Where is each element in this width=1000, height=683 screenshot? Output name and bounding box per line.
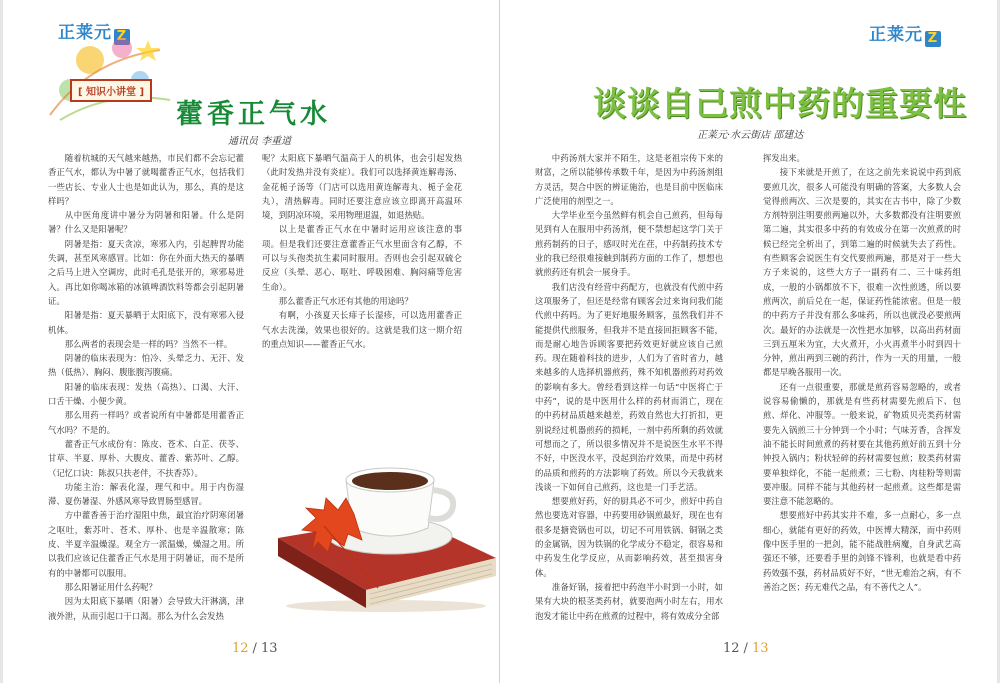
coffee-book-illustration-icon [258, 418, 504, 614]
paragraph: 以上是藿香正气水在中暑时运用应该注意的事项。但是我们还要注意藿香正气水里面含有乙醇，不可以与头孢类抗生素同时服用。否则也会引起双硫仑反应（头晕、恶心、呕吐、呼吸困难、胸闷痛等危害生命）。 [262, 224, 462, 292]
brand-name: 正莱元 [58, 23, 112, 43]
page-right-number: 13 [751, 641, 769, 656]
page-separator: / [252, 641, 257, 656]
paragraph: 方中藿香善于治疗湿阻中焦，最宜治疗阴寒闭暑之呕吐，紫苏叶、苍术、厚朴、也是辛温散寒；陈皮、半夏辛温燥湿。观全方一派温燥，燥湿之用。所以我们应该记住藿香正气水是用于阴暑证，而不是所有的中暑都可以服用。 [48, 510, 244, 578]
paragraph: 我们店没有经营中药配方，也就没有代煎中药这项服务了，但还是经常有顾客会过来询问我们能代煎中药吗。为了更好地服务顾客，虽然我们并不能提供代煎服务，但我并不是直接回拒顾客不能，而是耐心地告诉顾客要把药效更好就应该自己煎药。现在随着科技的进步，人们为了省时省力，越来越多的人选择机器煎药，殊不知机器煎药对药效的影响有多大。曾经看到这样一句话“中医将亡于中药”，说的是中医用什么样的药材而消亡，现在的中药材品质越来越差，药效自然也大打折扣，更别说经过机器煎药的损耗，一剂中药所剩的药效就可想而之了，所以很多情况并不是说医生水平不得不好，中医没水平，没起到治疗效果，而是中药材的品质和煎药的方法影响了药效。所以今天我就来浅谈一下如何自己煎药，这也是一门手艺活。 [535, 281, 723, 492]
paragraph: 从中医角度讲中暑分为阴暑和阳暑。什么是阴暑？什么又是阳暑呢？ [48, 210, 244, 235]
paragraph: 有啊，小孩夏天长痱子长湿疹，可以选用藿香正气水去洗澡，效果也很好的。这就是我们这一期介绍的重点知识——藿香正气水。 [262, 310, 462, 349]
article-byline: 通讯员 李重道 [228, 136, 292, 147]
right-page [501, 0, 1000, 683]
paragraph: 想要煎好中药其实并不难，多一点耐心，多一点细心，就能有更好的药效，中医博大精深，而中药则像中医手里的一把剑，能不能战胜病魔，自身武艺高强还不够，还要看手里的剑锋不锋利，也就是看中药药效强不强，药材品质好不好，“世无难治之病，有不善治之医；药无难代之品，有不善代之人”。 [763, 510, 961, 592]
page-number [723, 641, 768, 656]
page-edge-left [0, 0, 3, 683]
brand-name: 正莱元 [869, 25, 923, 45]
paragraph: 阴暑是指：夏天贪凉，寒邪入内，引起脾胃功能失调，甚至风寒感冒。比如：你在外面大热天的暴晒之后马上进入空调房，此时毛孔是张开的，寒邪易进入。再比如你喝冰箱的冰镇啤酒饮料等都会引起阴暑证。 [48, 238, 244, 306]
article-column-1 [48, 151, 244, 623]
brand-mark-icon: Z [114, 29, 130, 45]
paragraph: 阴暑的临床表现为：怕冷、头晕乏力、无汗、发热（低热）、胸闷、腹胀腹泻腹痛。 [48, 353, 244, 378]
paragraph: 藿香正气水成份有：陈皮、苍术、白芷、茯苓、甘草、半夏、厚朴、大腹皮、藿香、紫苏叶、乙醇。（记忆口诀：陈叔只扶老伴，不扶香苏）。 [48, 438, 244, 478]
paragraph: 随着杭城的天气越来越热，市民们都不会忘记藿香正气水，都认为中暑了就喝藿香正气水，包括我们一些店长、专业人士也是如此认为，那么，真的是这样吗？ [48, 153, 244, 206]
paragraph: 因为太阳底下暴晒（阳暑）会导致大汗淋漓，津液外泄，从而引起口干口渴。那么为什么会发热 [48, 596, 244, 621]
article-column-2 [763, 151, 961, 594]
section-label: [ 知识小讲堂 ] [70, 79, 152, 102]
paragraph: 那么阳暑证用什么药呢？ [64, 581, 157, 592]
page-total: 13 [260, 641, 278, 656]
paragraph: 那么用药一样吗？或者说所有中暑都是用藿香正气水吗？不是的。 [48, 410, 244, 435]
paragraph: 那么两者的表现会是一样的吗？当然不一样。 [64, 338, 233, 349]
brand-mark-icon: Z [925, 31, 941, 47]
page-left-number: 12 [723, 641, 740, 656]
paragraph: 那么藿香正气水还有其他的用途吗？ [278, 295, 413, 306]
article-title: 藿香正气水 [176, 99, 331, 130]
article-title: 谈谈自己煎中药的重要性 [593, 84, 967, 123]
paragraph: 阳暑是指：夏天暴晒于太阳底下，没有寒邪入侵机体。 [48, 310, 244, 335]
paragraph: 中药汤剂大家并不陌生，这是老祖宗传下来的财富，之所以能够传承数千年，是因为中药汤剂组方灵活，契合中医的辨证施治，也是目前中医临床广泛使用的剂型之一。 [535, 153, 723, 206]
paragraph: 挥发出来。 [763, 153, 805, 163]
brand-logo [869, 20, 941, 47]
page-number [232, 641, 277, 656]
page-current: 12 [232, 641, 249, 656]
paragraph: 呢？太阳底下暴晒气温高于人的机体，也会引起发热（此时发热并没有炎症）。我们可以选择黄连解毒汤、金花栀子汤等（门店可以选用黄连解毒丸、栀子金花丸），清热解毒。同时还要注意应该立即离开高温环境，到阴凉环境，采用物理退温，如退热贴。 [262, 153, 462, 221]
paragraph: 接下来就是开煎了，在这之前先来说说中药到底要煎几次，很多人可能没有明确的答案，大多数人会觉得煎两次、三次是要的，其实在古书中，除了少数方剂特别注明要煎两遍以外，大多数都没有注明要煎第二遍，其实很多中药的有效成分在第一次煎煮的时候已经完全析出了，到第二遍的时候就失去了药性。有些顾客会说医生有交代要煎两遍，那是对于一些大方子来说的，这些大方子一副药有二、三十味药组成，一般的小锅都放不下，很难一次性煎透，所以要煎两次，前后兑在一起，保证药性能浓密。但是一般的中药方子并没有那么多味药，所以也就没必要煎两次。最好的办法就是一次性把水加够，以高出药材面三到五厘米为宜，大火煮开，小火再煮半小时到四十分钟，煎出两到三碗的药汁，作为一天的用量，一般都是早晚各服用一次。 [763, 167, 961, 378]
article-column-1 [535, 151, 723, 623]
paragraph: 阳暑的临床表现：发热（高热）、口渴、大汗、口舌干燥、小便少黄。 [48, 381, 244, 407]
paragraph: 想要煎好药，好的厨具必不可少，煎好中药自然也要选对容器，中药要用砂锅煎最好，现在也有很多是搪瓷锅也可以，切记不可用铁锅、铜锅之类的金属锅，因为铁锅的化学成分不稳定，很容易和中药发生化学反应，从而影响药效，甚至损害身体。 [535, 496, 723, 578]
paragraph: 还有一点很重要，那就是煎药容易忽略的，或者说容易偷懒的，那就是有些药材需要先煎后下、包煎、烊化、冲服等。一般来说，矿物质贝壳类药材需要先入锅煎三十分钟到一个小时；气味芳香，含挥发油不能长时间煎煮的药材要在其他药煎好前五到十分钟投入锅内；粉状轻碎的药材需要包煎；胶类药材需要单独烊化，不能一起煎煮；三七粉、肉桂粉等则需要冲服。同样不能与其他药材一起煎煮。这些都是需要注意不能忽略的。 [763, 381, 961, 507]
page-separator: / [743, 641, 748, 656]
paragraph: 功能主治：解表化湿，理气和中。用于内伤湿滞、夏伤暑湿、外感风寒导致胃肠型感冒。 [48, 481, 244, 507]
paragraph: 大学毕业至今虽然鲜有机会自己煎药，但每每见到有人在服用中药汤剂，便不禁想起这学门关于煎药制药的日子，感叹时光在荏，中药制药技术专业的我已经很难接触到制药方面的工作了，想想也就煎药还有机会一展身手。 [535, 210, 723, 278]
article-byline: 正莱元·水云街店 邵建达 [697, 130, 804, 141]
paragraph: 准备好锅，接着把中药泡半小时到一小时，如果有大块的根茎类药材，就要泡两小时左右，用水泡发才能让中药在煎煮的过程中，将有效成分全部 [535, 581, 723, 621]
article-column-2 [262, 151, 462, 351]
